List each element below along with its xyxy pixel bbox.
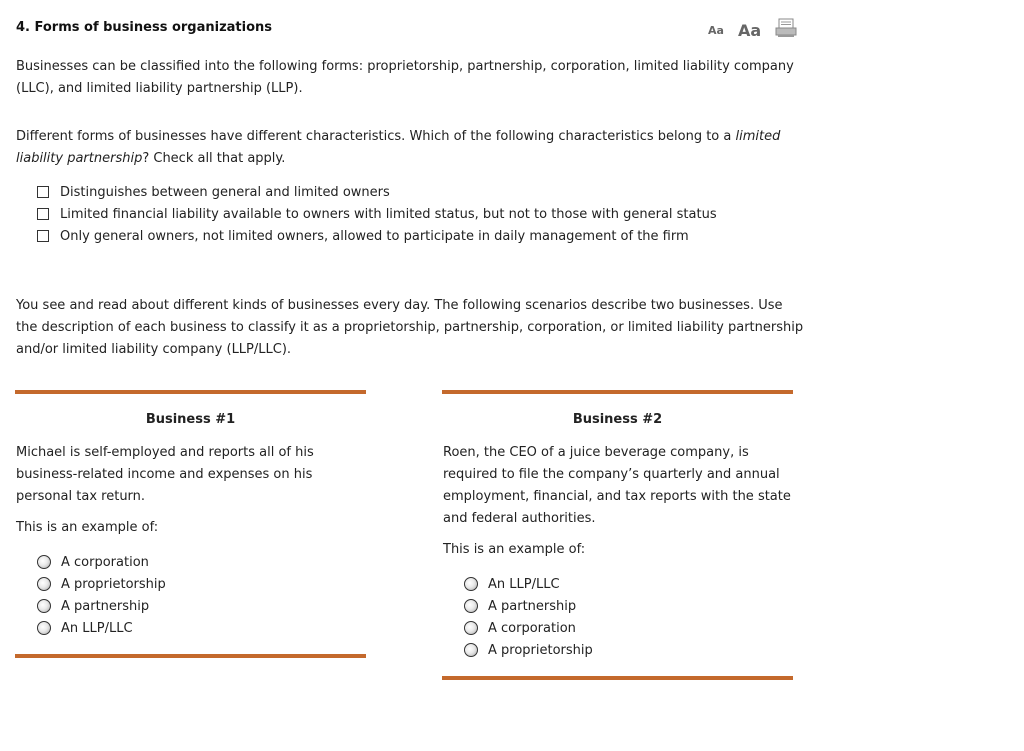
radio-option[interactable] (464, 595, 593, 617)
intro-text: Businesses can be classified into the following forms: proprietorship, partnership, corporation, limited liability company (LLC), and limited liability partnership (LLP). (16, 59, 794, 96)
business-1-radio-group (37, 551, 166, 639)
checkbox-option[interactable] (37, 225, 717, 247)
radio-button[interactable] (464, 577, 478, 591)
radio-option[interactable] (37, 617, 166, 639)
question-text (16, 126, 806, 170)
business-2-heading: Business #2 (572, 412, 663, 427)
question-text-end: ? Check all that apply. (142, 151, 286, 166)
radio-button[interactable] (37, 621, 51, 635)
checkbox-label: Only general owners, not limited owners, allowed to participate in daily management of the firm (60, 228, 689, 244)
radio-label: A partnership (488, 598, 577, 614)
font-size-increase-button[interactable]: Aa (737, 20, 762, 40)
radio-button[interactable] (464, 599, 478, 613)
checkbox[interactable] (37, 186, 49, 198)
radio-label: A corporation (488, 620, 576, 636)
radio-option[interactable] (464, 639, 593, 661)
radio-button[interactable] (37, 599, 51, 613)
radio-option[interactable] (37, 573, 166, 595)
checkbox-group (37, 181, 717, 247)
radio-label: A proprietorship (61, 576, 166, 592)
radio-option[interactable] (37, 551, 166, 573)
font-size-decrease-button[interactable]: Aa (708, 23, 724, 37)
print-icon[interactable] (775, 18, 797, 42)
radio-label: A proprietorship (488, 642, 593, 658)
business-1-bottom-divider (15, 654, 366, 658)
radio-button[interactable] (37, 577, 51, 591)
business-2-radio-group (464, 573, 593, 661)
toolbar (708, 18, 797, 42)
radio-option[interactable] (37, 595, 166, 617)
radio-option[interactable] (464, 573, 593, 595)
radio-option[interactable] (464, 617, 593, 639)
business-1-top-divider (15, 390, 366, 394)
business-2-bottom-divider (442, 676, 793, 680)
checkbox-option[interactable] (37, 181, 717, 203)
radio-label: A corporation (61, 554, 149, 570)
business-2-description: Roen, the CEO of a juice beverage company, is required to file the company’s quarterly and annual employment, financial, and tax reports with the state and federal authorities. (443, 445, 791, 526)
checkbox[interactable] (37, 230, 49, 242)
checkbox-option[interactable] (37, 203, 717, 225)
checkbox[interactable] (37, 208, 49, 220)
business-1-prompt: This is an example of: (16, 520, 159, 535)
checkbox-label: Limited financial liability available to owners with limited status, but not to those with general status (60, 206, 717, 222)
question-title: 4. Forms of business organizations (16, 20, 273, 35)
business-2-top-divider (442, 390, 793, 394)
radio-label: An LLP/LLC (488, 576, 560, 592)
radio-label: An LLP/LLC (61, 620, 133, 636)
question-text-start: Different forms of businesses have different characteristics. Which of the following characteristics belong to a (16, 129, 736, 144)
question-text-italic: limited liability partnership (16, 129, 781, 166)
scenario-intro-text: You see and read about different kinds of businesses every day. The following scenarios describe two businesses. Use the description of each business to classify it as a proprietorship, partnership, corporation, or limited liability partnership and/or limited liability company (LLP/LLC). (16, 298, 804, 357)
checkbox-label: Distinguishes between general and limited owners (60, 184, 390, 200)
business-1-description: Michael is self-employed and reports all of his business-related income and expenses on his personal tax return. (16, 445, 314, 504)
business-2-prompt: This is an example of: (443, 542, 586, 557)
radio-button[interactable] (464, 643, 478, 657)
radio-button[interactable] (37, 555, 51, 569)
business-1-heading: Business #1 (145, 412, 236, 427)
radio-button[interactable] (464, 621, 478, 635)
radio-label: A partnership (61, 598, 150, 614)
